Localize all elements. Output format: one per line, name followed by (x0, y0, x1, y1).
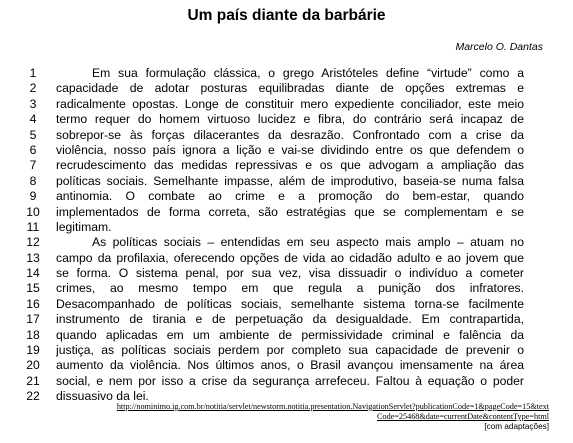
line-text: políticas sociais. Semelhante impasse, além de improdutivo, baseia-se numa falsa (56, 173, 524, 188)
text-line (0, 220, 573, 235)
line-text: instrumento de tirania e de perpetuação da desigualdade. Em contrapartida, (56, 312, 524, 327)
text-line (0, 81, 573, 96)
text-line (0, 143, 573, 158)
line-number: 11 (26, 219, 40, 234)
line-number: 6 (29, 142, 37, 157)
line-number: 18 (26, 327, 40, 342)
text-line (0, 328, 573, 343)
document-title: Um país diante da barbárie (187, 7, 386, 24)
line-text: quando aplicadas em um ambiente de permissividade criminal e falência da (56, 327, 524, 342)
text-line (0, 281, 573, 296)
source-url-line-1[interactable]: http://nominimo.ig.com.br/notitia/servlet/newstorm.notitia.presentation.NavigationServlet?publicationCode=1&pageCode=15&text (116, 402, 549, 411)
line-text: recrudescimento das medidas repressivas e os que advogam a ampliação das (56, 158, 524, 173)
line-text: capacidade de adotar posturas equilibradas diante de opções extremas e (56, 81, 524, 96)
line-text: campo da profilaxia, oferecendo opções de vida ao cidadão adulto e ao jovem que (56, 250, 524, 265)
text-line (0, 174, 573, 189)
text-line (0, 251, 573, 266)
line-text: dissuasivo da lei. (56, 389, 149, 404)
line-number: 21 (26, 373, 40, 388)
article-body (0, 66, 573, 405)
text-line (0, 97, 573, 112)
text-line (0, 297, 573, 312)
text-line (0, 189, 573, 204)
line-number: 1 (29, 66, 37, 80)
line-text: As políticas sociais – entendidas em seu aspecto mais amplo – atuam no (92, 235, 524, 250)
text-line (0, 358, 573, 373)
text-line (0, 312, 573, 327)
source-citation (117, 402, 549, 432)
text-line (0, 112, 573, 127)
line-text: implementados de forma correta, são estratégias que se complementam e se (56, 204, 524, 219)
line-number: 4 (29, 112, 37, 127)
line-number: 7 (29, 158, 37, 173)
line-number: 8 (29, 173, 37, 188)
line-text: Desacompanhado de políticas sociais, semelhante sistema torna-se facilmente (56, 296, 524, 311)
line-number: 9 (29, 189, 37, 204)
line-text: social, e nem por isso a crise da segurança arrefeceu. Faltou à equação o poder (56, 373, 524, 388)
line-text: legitimam. (56, 219, 112, 234)
line-text: se forma. O sistema penal, por sua vez, visa dissuadir o indivíduo a cometer (56, 266, 524, 281)
line-number: 13 (26, 250, 40, 265)
line-text: aumento da violência. Nos últimos anos, o Brasil avançou imensamente na área (56, 358, 524, 373)
text-line (0, 374, 573, 389)
line-text: antinomia. O combate ao crime e a promoção do bem-estar, quando (56, 189, 524, 204)
text-line (0, 128, 573, 143)
line-number: 14 (26, 266, 40, 281)
line-text: radicalmente opostas. Longe de constituir mero expediente conciliador, este meio (56, 96, 524, 111)
line-number: 22 (26, 389, 40, 404)
line-text: Em sua formulação clássica, o grego Aristóteles define “virtude” como a (92, 66, 524, 80)
line-number: 16 (26, 296, 40, 311)
text-line (0, 343, 573, 358)
line-number: 2 (29, 81, 37, 96)
line-number: 3 (29, 96, 37, 111)
line-number: 20 (26, 358, 40, 373)
text-line (0, 205, 573, 220)
adaptation-note: [com adaptações] (484, 422, 549, 431)
text-line (0, 266, 573, 281)
line-number: 19 (26, 343, 40, 358)
line-number: 15 (26, 281, 40, 296)
text-line (0, 66, 573, 81)
line-number: 12 (26, 235, 40, 250)
line-text: crimes, ao mesmo tempo em que regula a punição dos infratores. (56, 281, 524, 296)
text-line (0, 235, 573, 250)
line-text: sobrepor-se às forças dilacerantes da desrazão. Confrontado com a crise da (56, 127, 524, 142)
line-text: violência, nosso país ignora a lição e vai-se dividindo entre os que defendem o (56, 142, 524, 157)
author-name: Marcelo O. Dantas (455, 41, 543, 53)
line-text: termo requer do homem virtuoso lucidez e fibra, do contrário será incapaz de (56, 112, 524, 127)
line-number: 10 (26, 204, 40, 219)
source-url-line-2[interactable]: Code=25468&date=currentDate&contentType=html (377, 412, 549, 421)
line-number: 5 (29, 127, 37, 142)
text-line (0, 158, 573, 173)
line-number: 17 (26, 312, 40, 327)
line-text: justiça, as políticas sociais perdem por completo sua capacidade de prevenir o (56, 343, 524, 358)
